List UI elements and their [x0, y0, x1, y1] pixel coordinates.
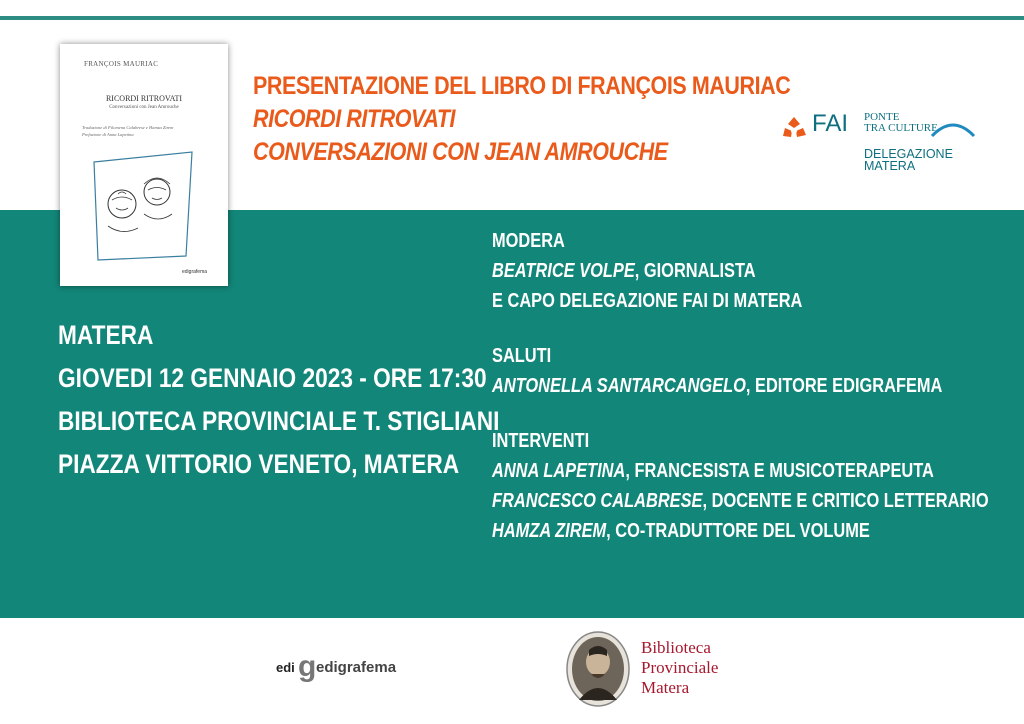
cover-publisher: edigrafema — [182, 269, 208, 275]
speaker-name: HAMZA ZIREM — [492, 520, 607, 542]
speaker-role: , FRANCESISTA E MUSICOTERAPEUTA — [625, 460, 934, 482]
speaker — [492, 486, 989, 516]
portrait-medallion-icon — [565, 630, 631, 708]
library-line3: Matera — [641, 678, 690, 697]
book-subtitle: CONVERSAZIONI CON JEAN AMROUCHE — [253, 138, 668, 166]
program — [492, 226, 1024, 546]
presentation-title: PRESENTAZIONE DEL LIBRO DI FRANÇOIS MAURIAC — [253, 72, 791, 100]
event-date-time: GIOVEDI 12 GENNAIO 2023 - ORE 17:30 — [58, 363, 487, 393]
modera-label: MODERA — [492, 230, 565, 252]
bridge-icon — [930, 118, 976, 138]
edigrafema-wordmark: edigrafema — [316, 659, 397, 676]
moderator-role: , GIORNALISTA — [634, 260, 756, 282]
fai-delegation-text — [864, 148, 953, 172]
fai-delegation-line2: MATERA — [864, 159, 916, 173]
fai-symbol-icon — [780, 116, 808, 144]
cover-title: RICORDI RITROVATI — [105, 94, 183, 103]
library-name — [641, 638, 718, 698]
svg-text:edi: edi — [276, 660, 295, 675]
library-line2: Provinciale — [641, 658, 719, 677]
event-city: MATERA — [58, 320, 154, 350]
speaker-role: , DOCENTE E CRITICO LETTERARIO — [702, 490, 989, 512]
edigrafema-logo — [276, 646, 402, 690]
greeter-name: ANTONELLA SANTARCANGELO — [492, 375, 746, 397]
moderator-name: BEATRICE VOLPE — [492, 260, 635, 282]
saluti-label: SALUTI — [492, 345, 552, 367]
event-address: PIAZZA VITTORIO VENETO, MATERA — [58, 449, 460, 479]
cover-illustration — [60, 44, 228, 286]
speaker-role: , CO-TRADUTTORE DEL VOLUME — [606, 520, 870, 542]
cover-author: FRANÇOIS MAURIAC — [84, 60, 159, 68]
speaker — [492, 516, 989, 546]
cover-subtitle: Conversazioni con Jean Amrouche — [109, 105, 179, 110]
cover-translation: Traduzione di Filomena Calabrese e Hamza Zirem — [82, 125, 174, 130]
fai-ponte-line2: TRA CULTURE — [864, 122, 938, 134]
interventi-label: INTERVENTI — [492, 430, 590, 452]
fai-ponte-text — [864, 112, 938, 134]
book-title: RICORDI RITROVATI — [253, 105, 456, 133]
speaker — [492, 456, 989, 486]
cover-preface: Prefazione di Anna Lapetina — [82, 132, 134, 137]
fai-wordmark: FAI — [812, 110, 849, 137]
top-divider — [0, 16, 1024, 20]
moderator-role-line2: E CAPO DELEGAZIONE FAI DI MATERA — [492, 290, 803, 312]
greeter — [492, 371, 989, 401]
svg-text:g: g — [298, 650, 317, 683]
event-venue: BIBLIOTECA PROVINCIALE T. STIGLIANI — [58, 406, 500, 436]
speaker-name: ANNA LAPETINA — [492, 460, 626, 482]
fai-delegation-line1: DELEGAZIONE — [864, 147, 953, 161]
library-line1: Biblioteca — [641, 638, 711, 657]
book-cover — [60, 44, 228, 286]
greeter-role: , EDITORE EDIGRAFEMA — [745, 375, 943, 397]
fai-ponte-line1: PONTE — [864, 111, 900, 123]
speaker-name: FRANCESCO CALABRESE — [492, 490, 703, 512]
moderator — [492, 256, 989, 286]
